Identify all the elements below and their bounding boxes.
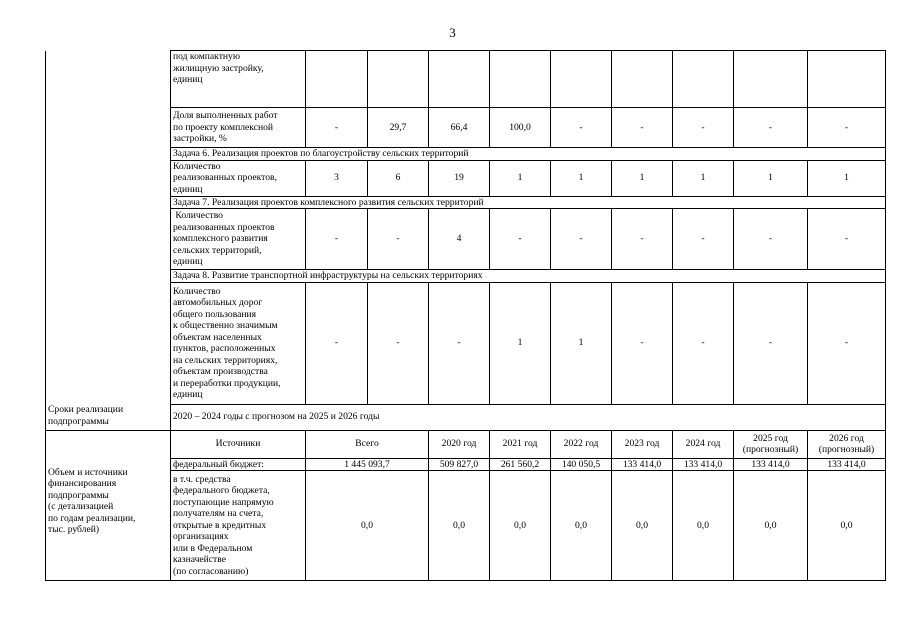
column-header: 2020 год	[429, 430, 490, 458]
value-cell: 1	[612, 160, 673, 196]
value-cell: -	[306, 209, 368, 270]
table-row	[46, 196, 886, 209]
column-header: 2023 год	[612, 430, 673, 458]
indicator-label: под компактную жилищную застройку, единиц	[173, 51, 264, 85]
value-cell: 1	[673, 160, 734, 196]
terms-label: Сроки реализации подпрограммы	[48, 404, 124, 427]
value-cell: 4	[429, 209, 490, 270]
value-cell: 29,7	[368, 108, 429, 148]
terms-value: 2020 – 2024 годы с прогнозом на 2025 и 2026 годы	[171, 404, 886, 430]
column-header: Всего	[306, 430, 429, 458]
column-header: Источники	[171, 430, 306, 458]
task-heading: Задача 6. Реализация проектов по благоустройству сельских территорий	[171, 148, 886, 161]
value-cell: 140 050,5	[551, 458, 612, 471]
value-cell: 1	[490, 282, 551, 404]
value-cell: -	[808, 282, 886, 404]
value-cell: -	[306, 282, 368, 404]
table-row	[46, 51, 886, 108]
table-row	[46, 458, 886, 471]
value-cell: 100,0	[490, 108, 551, 148]
empty-cell	[46, 209, 171, 270]
table-row	[46, 108, 886, 148]
value-cell: 1	[490, 160, 551, 196]
value-cell: 3	[306, 160, 368, 196]
value-cell: 0,0	[490, 471, 551, 581]
value-cell: -	[306, 108, 368, 148]
table-row	[46, 209, 886, 270]
value-cell: 0,0	[306, 471, 429, 581]
value-cell: 1	[808, 160, 886, 196]
value-cell: 1	[551, 282, 612, 404]
indicator-label: Количество реализованных проектов комплексного развития сельских территорий, единиц	[173, 210, 275, 268]
value-cell: -	[808, 209, 886, 270]
value-cell: -	[429, 282, 490, 404]
table-row	[46, 160, 886, 196]
indicator-label: Количество реализованных проектов, единиц	[173, 160, 277, 195]
subprogram-table	[45, 50, 886, 581]
source-label: в т.ч. средства федерального бюджета, поступающие напрямую получателям на счета, открытые в кредитных организациях или в Федеральном казначействе (по согласованию)	[173, 473, 274, 577]
value-cell: -	[368, 282, 429, 404]
task-heading: Задача 8. Развитие транспортной инфраструктуры на сельских территориях	[171, 270, 886, 283]
value-cell: 1 445 093,7	[306, 458, 429, 471]
value-cell: 1	[551, 160, 612, 196]
value-cell: 133 414,0	[612, 458, 673, 471]
empty-cell	[46, 196, 171, 209]
value-cell: 133 414,0	[673, 458, 734, 471]
value-cell: 0,0	[734, 471, 808, 581]
value-cell: 19	[429, 160, 490, 196]
empty-cell	[46, 160, 171, 196]
empty-cell	[46, 51, 171, 108]
empty-cell	[46, 282, 171, 404]
value-cell: 0,0	[612, 471, 673, 581]
page-number: 3	[449, 25, 456, 40]
value-cell: 261 560,2	[490, 458, 551, 471]
table-row	[46, 430, 886, 458]
column-header: 2026 год (прогнозный)	[808, 430, 886, 458]
value-cell: 133 414,0	[808, 458, 886, 471]
column-header: 2022 год	[551, 430, 612, 458]
value-cell: 0,0	[808, 471, 886, 581]
table-row	[46, 148, 886, 161]
column-header: 2024 год	[673, 430, 734, 458]
column-header: 2021 год	[490, 430, 551, 458]
table-row	[46, 404, 886, 430]
indicator-label: Доля выполненных работ по проекту комплексной застройки, %	[173, 110, 278, 145]
indicator-label: Количество автомобильных дорог общего пользования к общественно значимым объектам населенных пунктов, расположенных на сельских территориях, объектам производства и переработки продукции, единиц	[173, 285, 281, 400]
value-cell: -	[673, 209, 734, 270]
value-cell: -	[612, 108, 673, 148]
value-cell: 0,0	[429, 471, 490, 581]
value-cell: 1	[734, 160, 808, 196]
value-cell: -	[612, 209, 673, 270]
column-header: 2025 год (прогнозный)	[734, 430, 808, 458]
value-cell: 0,0	[673, 471, 734, 581]
table-row	[46, 282, 886, 404]
value-cell: 0,0	[551, 471, 612, 581]
value-cell: 133 414,0	[734, 458, 808, 471]
value-cell: 66,4	[429, 108, 490, 148]
empty-cell	[46, 148, 171, 161]
task-heading: Задача 7. Реализация проектов комплексного развития сельских территорий	[171, 196, 886, 209]
value-cell: 509 827,0	[429, 458, 490, 471]
value-cell: -	[551, 108, 612, 148]
value-cell: -	[734, 282, 808, 404]
funding-label: Объем и источники финансирования подпрограммы (с детализацией по годам реализации, тыс. рублей)	[48, 466, 136, 535]
value-cell: -	[808, 108, 886, 148]
table-row	[46, 270, 886, 283]
value-cell: -	[673, 108, 734, 148]
source-label: федеральный бюджет:	[171, 458, 306, 471]
value-cell: -	[490, 209, 551, 270]
value-cell: 6	[368, 160, 429, 196]
value-cell: -	[551, 209, 612, 270]
empty-cell	[46, 108, 171, 148]
value-cell: -	[612, 282, 673, 404]
value-cell: -	[734, 108, 808, 148]
empty-cell	[46, 270, 171, 283]
value-cell: -	[368, 209, 429, 270]
value-cell: -	[673, 282, 734, 404]
table-row	[46, 471, 886, 581]
value-cell: -	[734, 209, 808, 270]
